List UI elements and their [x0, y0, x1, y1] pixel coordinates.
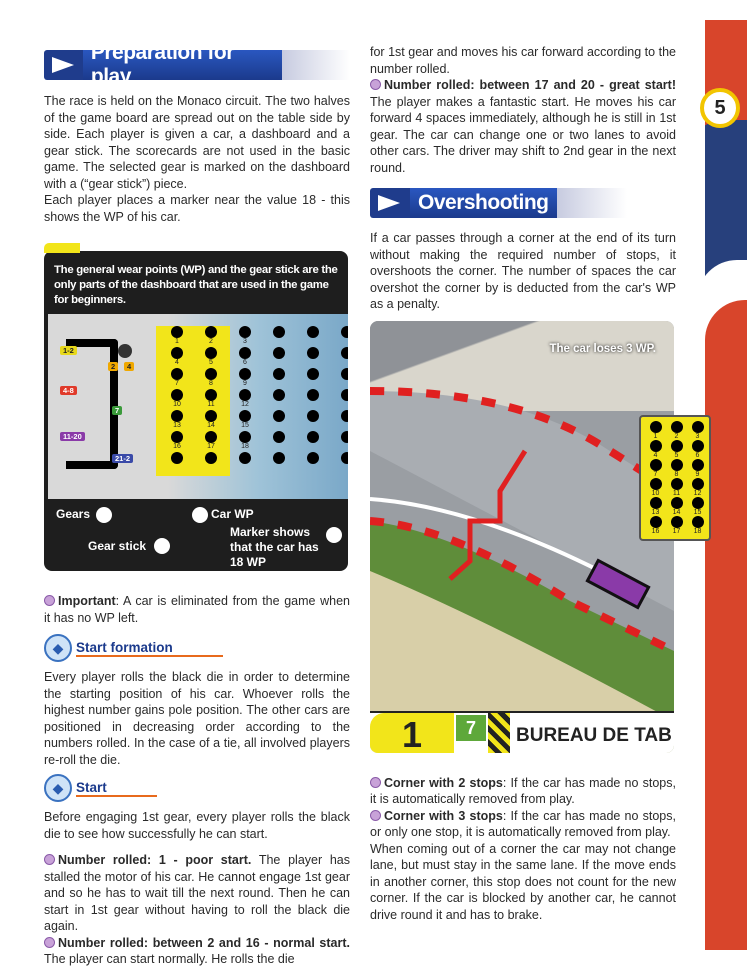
- wp-hole: [330, 431, 348, 452]
- right-column: [370, 44, 702, 923]
- wp-hole: [687, 421, 708, 440]
- roll-2-paragraph: Number rolled: between 2 and 16 - normal start. The player can start normally. He rolls the die: [44, 935, 350, 966]
- corner-3-stops: Corner with 3 stops: If the car has made no stops, or only one stop, it is automatically removed from play.: [370, 808, 676, 839]
- roll-1-paragraph: Number rolled: 1 - poor start. The player has stalled the motor of his car. He cannot engage 1st gear and so he has to wait till the next round. Then he can start in 1st gear without having to roll the black die again.: [44, 853, 350, 933]
- wp-hole: [666, 421, 687, 440]
- wp-hole: [296, 431, 330, 452]
- wp-number: 11: [207, 401, 215, 408]
- wp-number: 12: [693, 489, 702, 497]
- wp-hole: [296, 389, 330, 410]
- wp-hole: [666, 497, 687, 516]
- wp-number: 4: [175, 359, 179, 366]
- wp-hole: [262, 368, 296, 389]
- wp-number: 8: [209, 380, 213, 387]
- wp-number: 6: [695, 451, 700, 459]
- wp-number: 10: [651, 489, 660, 497]
- lane-paragraph: When coming out of a corner the car may not change lane, but must stay in the same lane. If the move ends in another corner, this stop does not count for the new corner. If the car is blocked by another car, he cannot drive round it and has to brake.: [370, 841, 676, 922]
- wp-hole: [296, 368, 330, 389]
- corner-stops-number: 1: [370, 713, 454, 753]
- wp-hole: [194, 368, 228, 389]
- start-formation-paragraph: Every player rolls the black die in order to determine the starting position of his car. Whoever rolls the highest number gains pole position. The other cars are positioned in decreasing order according to the numbers rolled. In the case of a tie, all involved players re-roll the die.: [44, 670, 350, 767]
- wp-number: 7: [653, 470, 658, 478]
- wp-number: 16: [651, 527, 660, 535]
- wp-hole: [262, 326, 296, 347]
- roll-3-paragraph: Number rolled: between 17 and 20 - great start! The player makes a fantastic start. He moves his car forward 4 spaces immediately, although he is still in 1st gear. The car can change one or two lanes to avoid other cars. The driver may shift to 2nd gear in the next round.: [370, 78, 676, 175]
- subheader-start: ◆ Start: [44, 774, 350, 802]
- wp-number: 7: [175, 380, 179, 387]
- wp-hole: [296, 326, 330, 347]
- page-number-badge: [700, 88, 740, 128]
- label-car-wp: Car WP: [211, 507, 254, 521]
- wp-hole: [228, 452, 262, 473]
- cube-icon: ◆: [44, 634, 72, 662]
- wp-hole: [194, 431, 228, 452]
- wp-number: 13: [651, 508, 660, 516]
- wp-hole: [330, 410, 348, 431]
- wp-hole: [228, 347, 262, 368]
- wp-number: 9: [243, 380, 247, 387]
- wp-number: 17: [672, 527, 681, 535]
- wp-number: 18: [693, 527, 702, 535]
- wp-number: 5: [674, 451, 679, 459]
- wp-hole: [666, 440, 687, 459]
- wp-hole: [645, 459, 666, 478]
- wp-hole: [330, 389, 348, 410]
- wp-number: 8: [674, 470, 679, 478]
- wp-hole: [666, 516, 687, 535]
- section-title: Preparation for play: [83, 50, 282, 80]
- wp-hole: [666, 459, 687, 478]
- cube-icon: ◆: [44, 774, 72, 802]
- wp-hole: [645, 421, 666, 440]
- wp-number: 9: [695, 470, 700, 478]
- wp-hole: [262, 389, 296, 410]
- wp-hole: [330, 368, 348, 389]
- gear-stick-piece: [118, 344, 132, 358]
- page-number: 5: [714, 96, 726, 119]
- track-caption: The car loses 3 WP.: [549, 342, 656, 355]
- start-paragraph: Before engaging 1st gear, every player rolls the black die to see how successfully he can start.: [44, 810, 350, 841]
- wp-hole: [228, 389, 262, 410]
- wp-hole: [194, 326, 228, 347]
- wp-number: 16: [173, 443, 181, 450]
- wp-hole: [160, 389, 194, 410]
- wp-number: 10: [173, 401, 181, 408]
- label-marker: Marker shows that the car has 18 WP: [230, 525, 319, 569]
- wp-number: 1: [653, 432, 658, 440]
- section-title: Overshooting: [410, 188, 557, 218]
- wp-hole: [228, 410, 262, 431]
- wp-hole: [296, 410, 330, 431]
- wp-number: 15: [241, 422, 249, 429]
- wp-number: 14: [207, 422, 215, 429]
- wp-hole: [160, 452, 194, 473]
- wp-hole: [330, 452, 348, 473]
- left-column: [44, 41, 350, 968]
- wp-number: 4: [653, 451, 658, 459]
- wp-hole: [194, 347, 228, 368]
- dashboard-caption: The general wear points (WP) and the gear stick are the only parts of the dashboard that are used in the game for beginners.: [54, 264, 338, 306]
- important-note: Important: A car is eliminated from the game when it has no WP left.: [44, 594, 350, 625]
- continued-paragraph: for 1st gear and moves his car forward according to the number rolled.: [370, 45, 676, 76]
- wp-hole: [160, 368, 194, 389]
- wp-number: 2: [209, 338, 213, 345]
- wp-hole: [262, 410, 296, 431]
- wp-number: 2: [674, 432, 679, 440]
- wp-number: 15: [693, 508, 702, 516]
- wp-track-inset: [639, 415, 711, 541]
- wp-hole: [687, 497, 708, 516]
- wp-hole: [262, 452, 296, 473]
- overshooting-paragraph: If a car passes through a corner at the end of its turn without making the required number of stops, it overshoots the corner. The number of spaces the car overshot the corner by is deducted from the car's WP as a penalty.: [370, 231, 676, 311]
- wp-hole: [687, 478, 708, 497]
- label-gear-stick: Gear stick: [88, 539, 147, 553]
- wp-number: 6: [243, 359, 247, 366]
- wp-number: 3: [695, 432, 700, 440]
- wp-number: 1: [175, 338, 179, 345]
- wp-hole: [228, 431, 262, 452]
- wp-hole: [160, 431, 194, 452]
- wp-hole: [330, 326, 348, 347]
- wp-hole: [194, 389, 228, 410]
- wp-number: 12: [241, 401, 249, 408]
- wp-number: 18: [241, 443, 249, 450]
- wp-number: 5: [209, 359, 213, 366]
- wp-hole: [160, 326, 194, 347]
- wp-number: 17: [207, 443, 215, 450]
- prep-paragraph: The race is held on the Monaco circuit. The two halves of the game board are spread out on the table side by side. Each player is given a car, a dashboard and a gear stick. The scorecards are not used in the basic game. The selected gear is marked on the dashboard with a (“gear stick”) piece. Each player places a marker near the value 18 - this shows the WP of his car.: [44, 94, 350, 224]
- section-header-preparation: [44, 41, 350, 88]
- wp-number: 14: [672, 508, 681, 516]
- wp-hole: [194, 452, 228, 473]
- wp-hole: [645, 440, 666, 459]
- wp-hole: [687, 440, 708, 459]
- corner-number: 7: [456, 715, 486, 741]
- corner-2-stops: Corner with 2 stops: If the car has made no stops, it is automatically removed from play.: [370, 775, 676, 806]
- wp-number: 13: [173, 422, 181, 429]
- wp-hole: [645, 516, 666, 535]
- wp-number: 3: [243, 338, 247, 345]
- wp-hole: [330, 347, 348, 368]
- wp-hole: [262, 431, 296, 452]
- subheader-start-formation: ◆ Start formation: [44, 634, 350, 662]
- wp-hole: [228, 368, 262, 389]
- dashboard-illustration: The general wear points (WP) and the gear stick are the only parts of the dashboard that are used in the game for beginners. 1-2 2 4 4-8 7 11-20 21-2 1 2 3 4 5 6 7 8 9 10 11 12 13 14 15 16 17 18 Gears Gear stick Car WP Marker shows that the car has 18 WP: [44, 251, 348, 571]
- wp-hole: [645, 478, 666, 497]
- wp-hole: [645, 497, 666, 516]
- wp-hole: [687, 459, 708, 478]
- wp-hole: [228, 326, 262, 347]
- wp-hole: [666, 478, 687, 497]
- wp-hole: [194, 410, 228, 431]
- wp-number: 11: [672, 489, 681, 497]
- wp-hole: [160, 410, 194, 431]
- wp-hole: [296, 347, 330, 368]
- track-illustration: [370, 321, 674, 753]
- section-header-overshooting: [370, 188, 676, 218]
- wp-hole: [262, 347, 296, 368]
- flag-icon: [370, 188, 410, 218]
- wp-hole: [296, 452, 330, 473]
- corner-name: BUREAU DE TAB: [516, 724, 672, 746]
- wp-hole: [687, 516, 708, 535]
- label-gears: Gears: [56, 507, 91, 521]
- flag-icon: [44, 50, 83, 80]
- wp-hole: [160, 347, 194, 368]
